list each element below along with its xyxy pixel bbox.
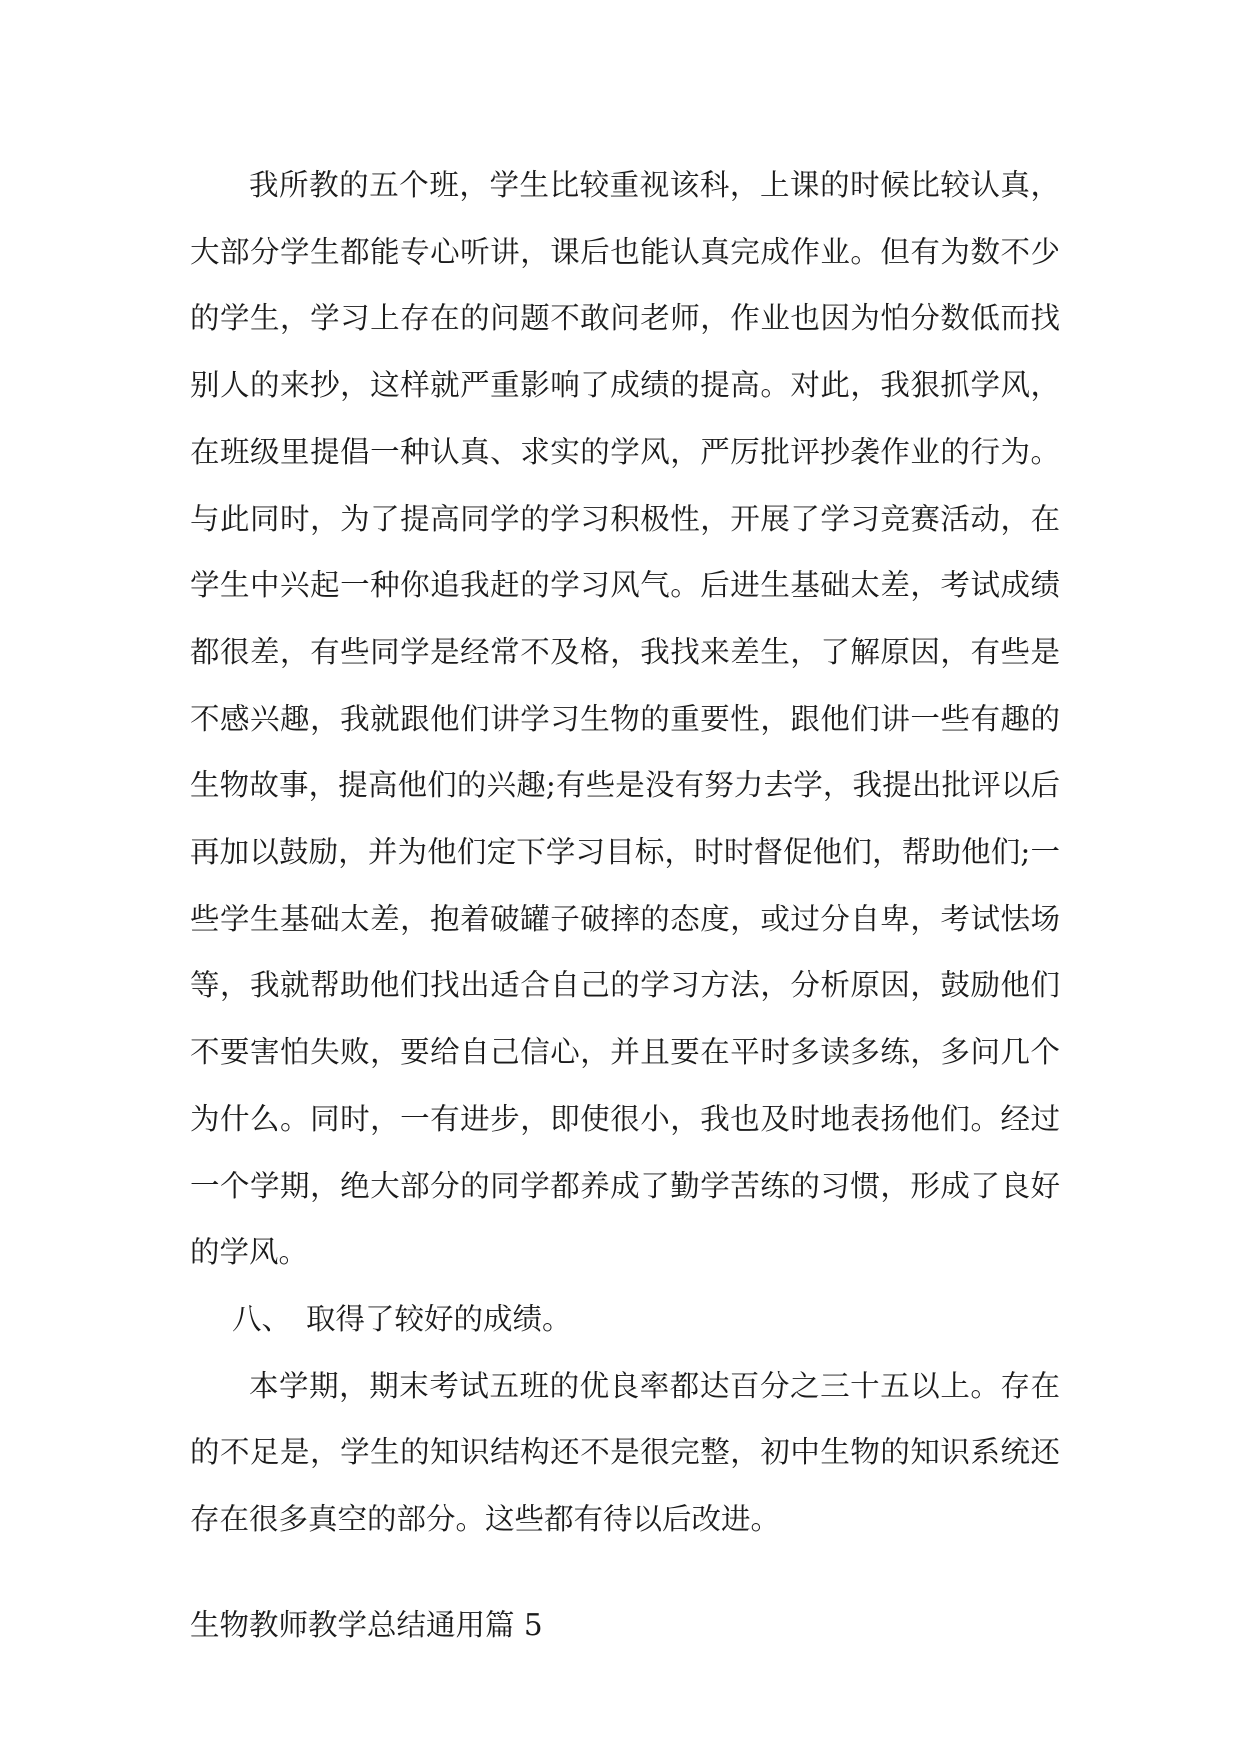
heading-eight (190, 1286, 1060, 1353)
heading-eight-text: 取得了较好的成绩。 (306, 1301, 572, 1336)
heading-eight-number: 八、 (232, 1301, 292, 1336)
document-body (190, 152, 1060, 1553)
paragraph-class-work: 我所教的五个班，学生比较重视该科，上课的时候比较认真，大部分学生都能专心听讲，课后也能认真完成作业。但有为数不少的学生，学习上存在的问题不敢问老师，作业也因为怕分数低而找别人的来抄，这样就严重影响了成绩的提高。对此，我狠抓学风，在班级里提倡一种认真、求实的学风，严厉批评抄袭作业的行为。与此同时，为了提高同学的学习积极性，开展了学习竞赛活动，在学生中兴起一种你追我赶的学习风气。后进生基础太差，考试成绩都很差，有些同学是经常不及格，我找来差生，了解原因，有些是不感兴趣，我就跟他们讲学习生物的重要性，跟他们讲一些有趣的生物故事，提高他们的兴趣;有些是没有努力去学，我提出批评以后再加以鼓励，并为他们定下学习目标，时时督促他们，帮助他们;一些学生基础太差，抱着破罐子破摔的态度，或过分自卑，考试怯场等，我就帮助他们找出适合自己的学习方法，分析原因，鼓励他们不要害怕失败，要给自己信心，并且要在平时多读多练，多问几个为什么。同时，一有进步，即使很小，我也及时地表扬他们。经过一个学期，绝大部分的同学都养成了勤学苦练的习惯，形成了良好的学风。 (190, 168, 1060, 1270)
section-title: 生物教师教学总结通用篇 5 (190, 1608, 543, 1642)
paragraph-results: 本学期，期末考试五班的优良率都达百分之三十五以上。存在的不足是，学生的知识结构还不是很完整，初中生物的知识系统还存在很多真空的部分。这些都有待以后改进。 (190, 1368, 1060, 1537)
